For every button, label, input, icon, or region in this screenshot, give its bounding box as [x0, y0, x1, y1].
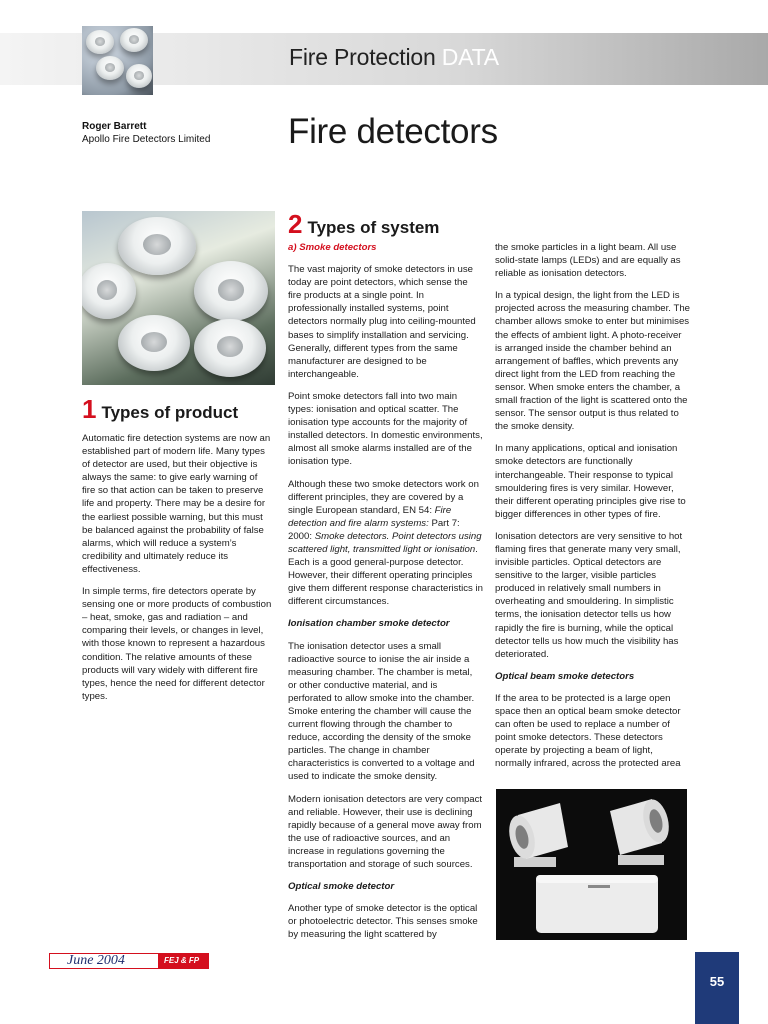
subheading-ionisation: Ionisation chamber smoke detector	[288, 618, 450, 630]
paragraph: The vast majority of smoke detectors in use today are point detectors, which sense the fire products at a single point. In professionally installed systems, point detectors normally plug into ceiling-mounted bases to simplify installation and servicing. Generally, different types from the same manufacturer are designed to be interchangeable.	[288, 264, 476, 380]
paragraph-standard: Although these two smoke detectors work on different principles, they are covered by a single European standard, EN 54: Fire detection and fire alarm systems: Part 7: 2000: Smoke detectors. Point detectors using scattered light, transmitted light or ionisation. Each is a good general-purpose detector. However, their different operating principles give them different response characteristics in different circumstances.	[288, 478, 483, 608]
author-name: Roger Barrett	[82, 121, 147, 132]
section-2-number: 2	[288, 209, 303, 239]
paragraph: The ionisation detector uses a small radioactive source to ionise the air inside a measuring chamber. The chamber is metal, or other conductive material, and is perforated to allow smoke into the chamber. Smoke entering the chamber will cause the current flowing through the chamber to reduce, according the density of the smoke particles. The change in chamber characteristics is converted to a voltage and used to indicate the smoke density.	[288, 640, 475, 783]
beam-detector-illustration	[496, 789, 687, 940]
column-2-text	[288, 241, 483, 951]
page-number: 55	[709, 974, 725, 989]
section-2-heading	[288, 209, 439, 240]
paragraph: In many applications, optical and ionisation smoke detectors are functionally interchangeable. Their response to typical smouldering fires is very similar. However, their different operating principles give rise to bigger differences in other types of fire.	[495, 443, 686, 520]
paragraph: Point smoke detectors fall into two main types: ionisation and optical scatter. The ionisation type accounts for the majority of installed detectors. In domestic environments, almost all smoke alarms installed are of the ionisation type.	[288, 390, 483, 468]
section-1-heading	[82, 394, 238, 425]
paragraph: the smoke particles in a light beam. All use solid-state lamps (LEDs) and are equally as reliable as ionisation detectors.	[495, 242, 681, 280]
subheading-smoke-detectors: a) Smoke detectors	[288, 242, 377, 253]
section-1-title: Types of product	[101, 403, 239, 422]
beam-detector-photo	[496, 789, 687, 940]
paragraph: If the area to be protected is a large open space then an optical beam smoke detector can often be used to replace a number of point smoke detectors. These detectors operate by projecting a beam of light, normally infrared, across the protected area	[495, 692, 681, 770]
column-3-text	[495, 241, 690, 779]
paragraph: Automatic fire detection systems are now an established part of modern life. Many types of detector are used, but their objective is always the same: to give early warning of fire so that action can be taken to preserve life and property. There may be a desire for the earliest possible warning, but this must be balanced against the probability of false alarms, which will reduce a system’s credibility and ultimately reduce its effectiveness.	[82, 433, 271, 575]
paragraph: Ionisation detectors are very sensitive to hot flaming fires that generate many very small, invisible particles. Optical detectors are sensitive to the larger, visible particles produced in relatively small numbers in overheating and smouldering. In simplistic terms, the ionisation detector tells us how rapidly the fire is burning, while the optical detector tells us how much the visibility has deteriorated.	[495, 530, 683, 660]
publication-title-accent: DATA	[441, 44, 499, 70]
subheading-optical: Optical smoke detector	[288, 881, 395, 893]
article-title: Fire detectors	[288, 112, 498, 151]
column-1-text	[82, 432, 272, 712]
paragraph: In simple terms, fire detectors operate by sensing one or more products of combustion – heat, smoke, gas and radiation – and comparing their levels, or changes in level, with those known to represent a hazardous condition. The relative amounts of these products will vary widely with different fire types, hence the need for different detector types.	[82, 586, 272, 702]
header-detector-thumbnail	[82, 26, 153, 95]
subheading-optical-beam: Optical beam smoke detectors	[495, 670, 635, 682]
section-1-number: 1	[82, 394, 97, 424]
page-number-box	[695, 952, 739, 1024]
section-2-title: Types of system	[307, 218, 440, 237]
issue-date-strip	[49, 953, 209, 969]
journal-badge: FEJ & FP	[158, 954, 208, 968]
publication-title	[289, 44, 499, 71]
publication-title-main: Fire Protection	[289, 44, 436, 70]
paragraph: In a typical design, the light from the LED is projected across the measuring chamber. The chamber allows smoke to enter but minimises the effects of ambient light. A photo-receiver is arranged inside the chamber behind an arrangement of baffles, which prevents any direct light from the LED from reaching the sensor. When smoke enters the chamber, a small fraction of the light is scattered onto the sensor. The sensor output is thus related to the smoke density.	[495, 290, 690, 433]
author-organization: Apollo Fire Detectors Limited	[82, 134, 211, 145]
paragraph: Another type of smoke detector is the optical or photoelectric detector. This senses smoke by measuring the light scattered by	[288, 903, 478, 941]
issue-date: June 2004	[67, 953, 125, 968]
paragraph: Modern ionisation detectors are very compact and reliable. However, their use is declining rapidly because of a general move away from the use of radioactive sources, and an increase in regulations governing the transportation and storage of such sources.	[288, 793, 483, 871]
smoke-detectors-photo	[82, 211, 275, 385]
